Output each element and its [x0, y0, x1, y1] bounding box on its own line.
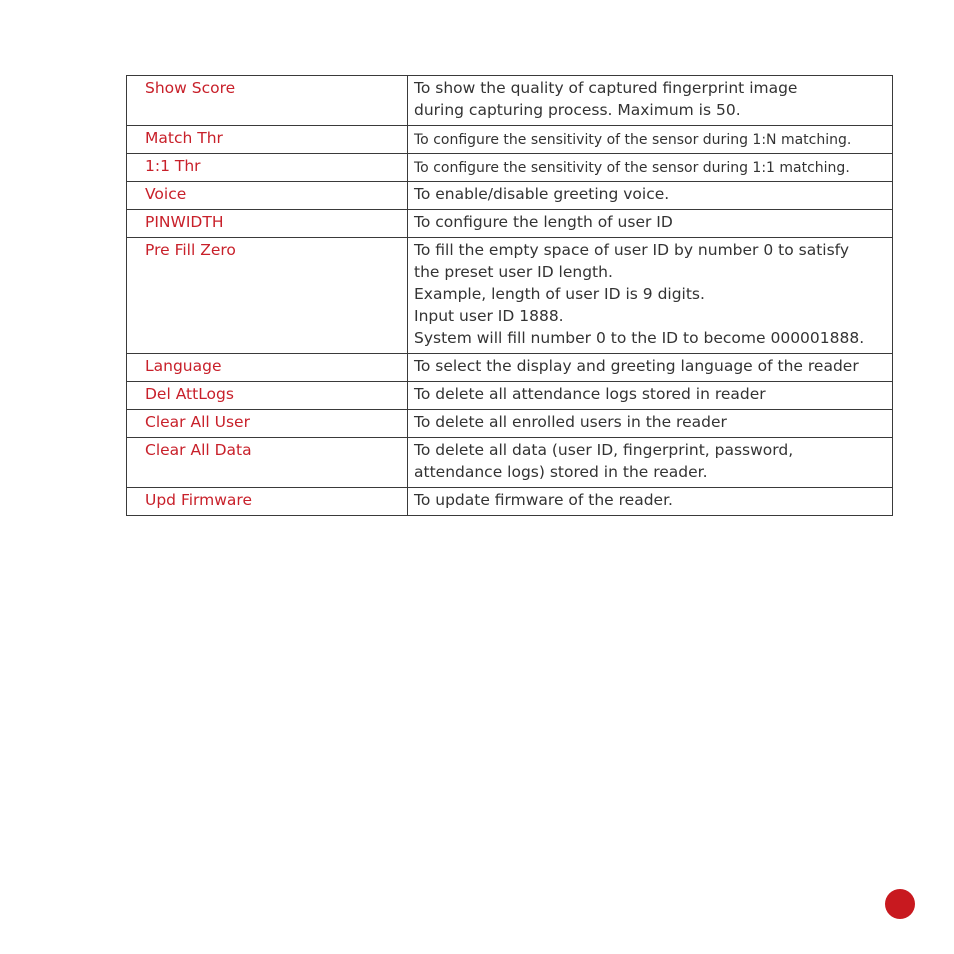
setting-name: Del AttLogs: [127, 382, 408, 410]
table-row: [127, 182, 893, 210]
setting-description: [408, 410, 893, 438]
description-line: To update firmware of the reader.: [414, 491, 673, 509]
setting-name: Upd Firmware: [127, 488, 408, 516]
setting-name: Pre Fill Zero: [127, 238, 408, 354]
setting-name: Voice: [127, 182, 408, 210]
setting-description: [408, 438, 893, 488]
setting-name: Show Score: [127, 76, 408, 126]
table-row: [127, 438, 893, 488]
description-line: attendance logs) stored in the reader.: [414, 463, 708, 481]
setting-description: [408, 210, 893, 238]
description-line: To enable/disable greeting voice.: [414, 185, 670, 203]
description-line: To select the display and greeting language of the reader: [414, 357, 859, 375]
description-line: To delete all enrolled users in the reader: [414, 413, 727, 431]
table-row: [127, 382, 893, 410]
setting-description: [408, 238, 893, 354]
setting-name: PINWIDTH: [127, 210, 408, 238]
table-row: [127, 154, 893, 182]
setting-description: [408, 182, 893, 210]
setting-description: [408, 154, 893, 182]
description-line: To configure the length of user ID: [414, 213, 673, 231]
setting-name: Language: [127, 354, 408, 382]
settings-table: [126, 75, 893, 516]
setting-description: [408, 488, 893, 516]
table-row: [127, 76, 893, 126]
setting-name: 1:1 Thr: [127, 154, 408, 182]
description-line: To configure the sensitivity of the sensor during 1:N matching.: [414, 132, 852, 148]
table-row: [127, 210, 893, 238]
description-line: Input user ID 1888.: [414, 307, 564, 325]
description-line: To configure the sensitivity of the sensor during 1:1 matching.: [414, 160, 850, 176]
table-row: [127, 126, 893, 154]
description-line: during capturing process. Maximum is 50.: [414, 101, 741, 119]
setting-description: [408, 76, 893, 126]
table-row: [127, 410, 893, 438]
description-line: To show the quality of captured fingerprint image: [414, 79, 798, 97]
description-line: To fill the empty space of user ID by number 0 to satisfy: [414, 241, 850, 259]
description-line: To delete all data (user ID, fingerprint, password,: [414, 441, 794, 459]
setting-description: [408, 382, 893, 410]
description-line: Example, length of user ID is 9 digits.: [414, 285, 705, 303]
setting-description: [408, 354, 893, 382]
table-row: [127, 354, 893, 382]
description-line: To delete all attendance logs stored in reader: [414, 385, 766, 403]
table-row: [127, 238, 893, 354]
table-row: [127, 488, 893, 516]
setting-name: Clear All User: [127, 410, 408, 438]
description-line: the preset user ID length.: [414, 263, 613, 281]
page-marker-dot: [885, 889, 915, 919]
setting-name: Match Thr: [127, 126, 408, 154]
setting-description: [408, 126, 893, 154]
setting-name: Clear All Data: [127, 438, 408, 488]
description-line: System will fill number 0 to the ID to become 000001888.: [414, 329, 865, 347]
